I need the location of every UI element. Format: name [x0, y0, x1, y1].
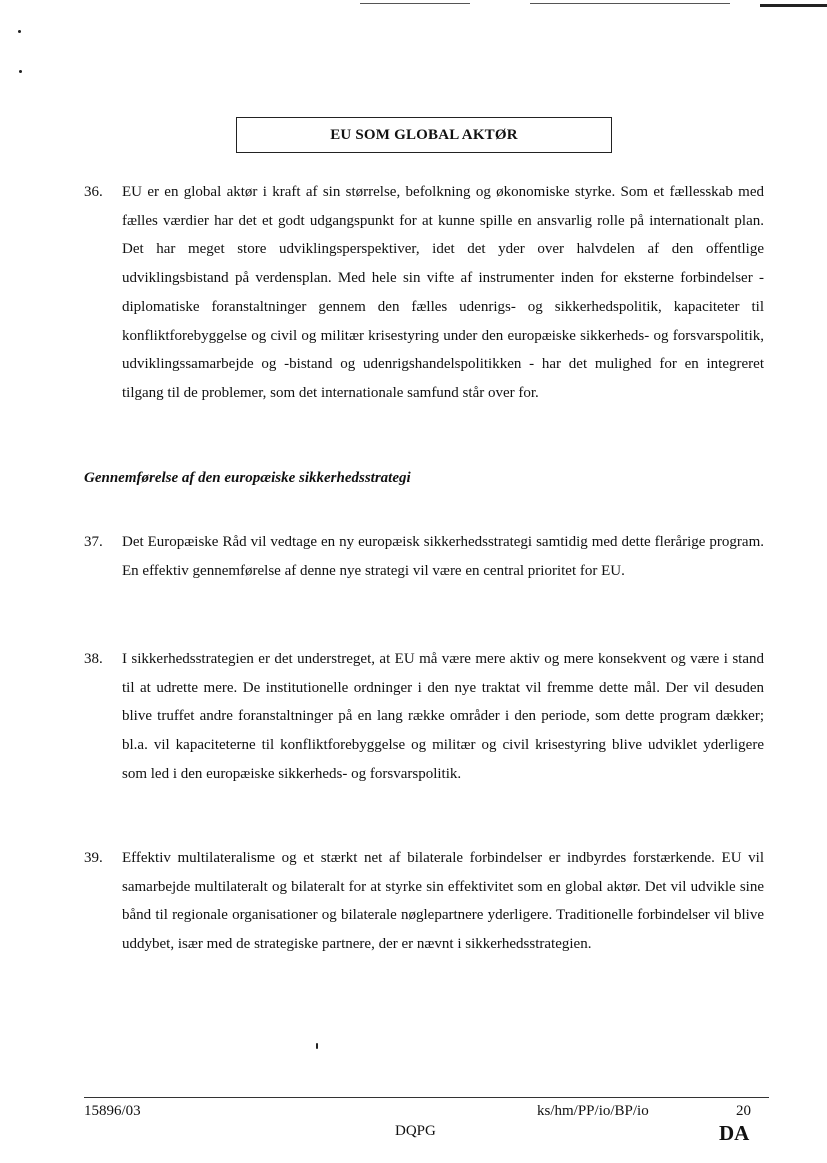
footer-divider	[84, 1097, 769, 1098]
footer-reference: ks/hm/PP/io/BP/io	[537, 1103, 649, 1119]
scan-artifact-dot	[18, 30, 21, 33]
paragraph-number: 39.	[84, 850, 103, 866]
footer-language-code: DA	[719, 1121, 750, 1145]
paragraph-37	[84, 528, 764, 585]
paragraph-36	[84, 178, 764, 408]
scan-artifact-line	[530, 3, 730, 4]
paragraph-39	[84, 844, 764, 959]
paragraph-38	[84, 645, 764, 789]
scan-artifact-line	[360, 3, 470, 4]
scan-artifact-line	[760, 4, 827, 7]
section-title-box	[236, 117, 612, 153]
paragraph-number: 36.	[84, 184, 103, 200]
paragraph-text: Effektiv multilateralisme og et stærkt net af bilaterale forbindelser er indbyrdes forstærkende. EU vil samarbejde multilateralt og bilateralt for at styrke sin effektivitet som en global aktør. Det vil udvikle sine bånd til regionale organisationer og bilaterale nøglepartnere yderligere. Traditionelle forbindelser vil blive uddybet, især med de strategiske partnere, der er nævnt i sikkerhedsstrategien.	[122, 850, 764, 953]
footer-page-number: 20	[736, 1103, 751, 1119]
paragraph-number: 38.	[84, 651, 103, 667]
scan-artifact-dot	[19, 70, 22, 73]
subheading: Gennemførelse af den europæiske sikkerhedsstrategi	[84, 470, 411, 486]
scan-artifact-dot	[316, 1043, 318, 1049]
footer-doc-number: 15896/03	[84, 1103, 141, 1119]
section-title: EU SOM GLOBAL AKTØR	[330, 126, 518, 143]
paragraph-text: Det Europæiske Råd vil vedtage en ny europæisk sikkerhedsstrategi samtidig med dette flerårige program. En effektiv gennemførelse af denne nye strategi vil være en central prioritet for EU.	[122, 534, 764, 579]
paragraph-text: EU er en global aktør i kraft af sin størrelse, befolkning og økonomiske styrke. Som et fællesskab med fælles værdier har det et godt udgangspunkt for at kunne spille en ansvarlig rolle på internationalt plan. Det har meget store udviklingsperspektiver, idet det yder over halvdelen af den offentlige udviklingsbistand på verdensplan. Med hele sin vifte af instrumenter inden for eksterne forbindelser - diplomatiske foranstaltninger gennem den fælles udenrigs- og sikkerhedspolitik, kapaciteter til konfliktforebyggelse og civil og militær krisestyring under den europæiske sikkerheds- og forsvarspolitik, udviklingssamarbejde og -bistand og udenrigshandelspolitikken - har det mulighed for en integreret tilgang til de problemer, som det internationale samfund står over for.	[122, 184, 764, 401]
paragraph-number: 37.	[84, 534, 103, 550]
paragraph-text: I sikkerhedsstrategien er det understreget, at EU må være mere aktiv og mere konsekvent og være i stand til at udrette mere. De institutionelle ordninger i den nye traktat vil fremme dette mål. Der vil desuden blive truffet andre foranstaltninger på en lang række områder i den periode, som dette program dækker; bl.a. vil kapaciteterne til konfliktforebyggelse og militær og civil krisestyring blive udviklet yderligere som led i den europæiske sikkerheds- og forsvarspolitik.	[122, 651, 764, 782]
footer-department: DQPG	[395, 1123, 436, 1139]
